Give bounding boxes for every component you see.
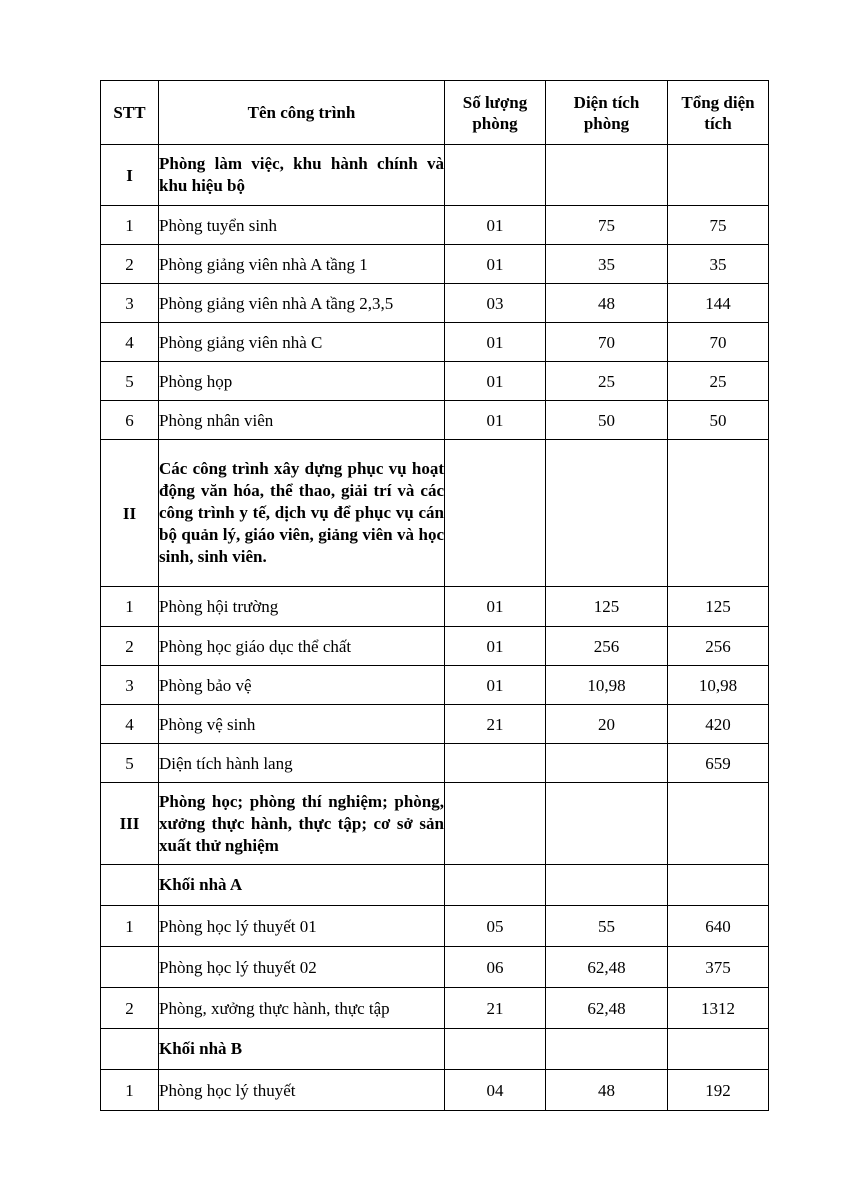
header-stt: STT [101,81,159,145]
row-count: 05 [445,906,546,947]
row-area [546,865,668,906]
table-row [101,947,769,988]
row-area: 25 [546,362,668,401]
row-total: 25 [668,362,769,401]
row-area: 55 [546,906,668,947]
row-total: 50 [668,401,769,440]
row-area: 10,98 [546,666,668,705]
row-stt [101,947,159,988]
row-total: 1312 [668,988,769,1029]
row-total: 75 [668,206,769,245]
row-name: Phòng làm việc, khu hành chính và khu hiệu bộ [159,145,445,206]
row-count [445,783,546,865]
row-count: 01 [445,401,546,440]
row-name: Các công trình xây dựng phục vụ hoạt động văn hóa, thể thao, giải trí và các công trình y tế, dịch vụ để phục vụ cán bộ quản lý, giáo viên, giảng viên và học sinh, sinh viên. [159,440,445,587]
row-total: 640 [668,906,769,947]
row-area: 50 [546,401,668,440]
row-count [445,145,546,206]
row-stt: 2 [101,988,159,1029]
row-area [546,145,668,206]
row-total: 192 [668,1070,769,1111]
row-stt: 4 [101,323,159,362]
row-area: 62,48 [546,947,668,988]
row-name: Phòng học giáo dục thể chất [159,627,445,666]
table-row [101,284,769,323]
row-name: Khối nhà A [159,865,445,906]
row-stt [101,1029,159,1070]
row-area [546,744,668,783]
row-count [445,1029,546,1070]
row-area: 70 [546,323,668,362]
row-stt: 2 [101,627,159,666]
row-total [668,145,769,206]
table-row [101,744,769,783]
row-count: 21 [445,705,546,744]
row-name: Diện tích hành lang [159,744,445,783]
row-name: Phòng họp [159,362,445,401]
table-header-row [101,81,769,145]
facility-area-table [100,80,769,1111]
row-count: 21 [445,988,546,1029]
table-row [101,906,769,947]
row-name: Phòng học lý thuyết 02 [159,947,445,988]
row-stt: 6 [101,401,159,440]
table-row-section [101,440,769,587]
row-count: 04 [445,1070,546,1111]
row-count: 01 [445,587,546,627]
row-total: 70 [668,323,769,362]
row-name: Phòng bảo vệ [159,666,445,705]
table-row-section [101,145,769,206]
row-area: 35 [546,245,668,284]
row-stt: 5 [101,362,159,401]
row-stt: II [101,440,159,587]
row-area: 48 [546,284,668,323]
row-count [445,440,546,587]
row-count: 01 [445,362,546,401]
table-row [101,323,769,362]
row-name: Phòng, xưởng thực hành, thực tập [159,988,445,1029]
row-area [546,783,668,865]
row-name: Phòng nhân viên [159,401,445,440]
table-row [101,988,769,1029]
row-stt: III [101,783,159,865]
row-area: 20 [546,705,668,744]
row-count: 01 [445,627,546,666]
row-stt: 2 [101,245,159,284]
table-row-subsection [101,865,769,906]
row-total: 256 [668,627,769,666]
row-total [668,783,769,865]
table-row [101,362,769,401]
row-count: 06 [445,947,546,988]
row-count: 03 [445,284,546,323]
row-total: 35 [668,245,769,284]
header-room-count: Số lượng phòng [445,81,546,145]
row-total: 10,98 [668,666,769,705]
row-area: 125 [546,587,668,627]
row-total: 144 [668,284,769,323]
row-name: Phòng học lý thuyết 01 [159,906,445,947]
row-name: Phòng tuyển sinh [159,206,445,245]
row-total: 420 [668,705,769,744]
row-count: 01 [445,323,546,362]
table-row [101,1070,769,1111]
row-count [445,865,546,906]
row-total: 659 [668,744,769,783]
row-total [668,440,769,587]
row-area: 62,48 [546,988,668,1029]
row-count: 01 [445,245,546,284]
row-stt: 3 [101,666,159,705]
header-name: Tên công trình [159,81,445,145]
table-row [101,587,769,627]
header-room-area: Diện tích phòng [546,81,668,145]
row-name: Phòng giảng viên nhà A tầng 1 [159,245,445,284]
row-name: Phòng giảng viên nhà C [159,323,445,362]
table-row [101,401,769,440]
row-stt: 1 [101,587,159,627]
row-stt [101,865,159,906]
row-count: 01 [445,206,546,245]
row-area [546,440,668,587]
row-area: 75 [546,206,668,245]
row-name: Phòng giảng viên nhà A tầng 2,3,5 [159,284,445,323]
row-total: 375 [668,947,769,988]
row-stt: 1 [101,206,159,245]
row-area [546,1029,668,1070]
row-stt: 1 [101,906,159,947]
row-name: Khối nhà B [159,1029,445,1070]
row-name: Phòng học lý thuyết [159,1070,445,1111]
table-row-section [101,783,769,865]
row-area: 48 [546,1070,668,1111]
table-row [101,627,769,666]
row-stt: 5 [101,744,159,783]
row-total [668,865,769,906]
row-stt: 1 [101,1070,159,1111]
table-row [101,245,769,284]
table-row-subsection [101,1029,769,1070]
row-count [445,744,546,783]
row-total [668,1029,769,1070]
row-stt: 4 [101,705,159,744]
table-row [101,705,769,744]
row-area: 256 [546,627,668,666]
row-total: 125 [668,587,769,627]
row-name: Phòng hội trường [159,587,445,627]
row-stt: I [101,145,159,206]
table-row [101,666,769,705]
row-name: Phòng vệ sinh [159,705,445,744]
header-total-area: Tổng diện tích [668,81,769,145]
row-count: 01 [445,666,546,705]
row-name: Phòng học; phòng thí nghiệm; phòng, xưởng thực hành, thực tập; cơ sở sản xuất thử nghiệm [159,783,445,865]
table-row [101,206,769,245]
row-stt: 3 [101,284,159,323]
